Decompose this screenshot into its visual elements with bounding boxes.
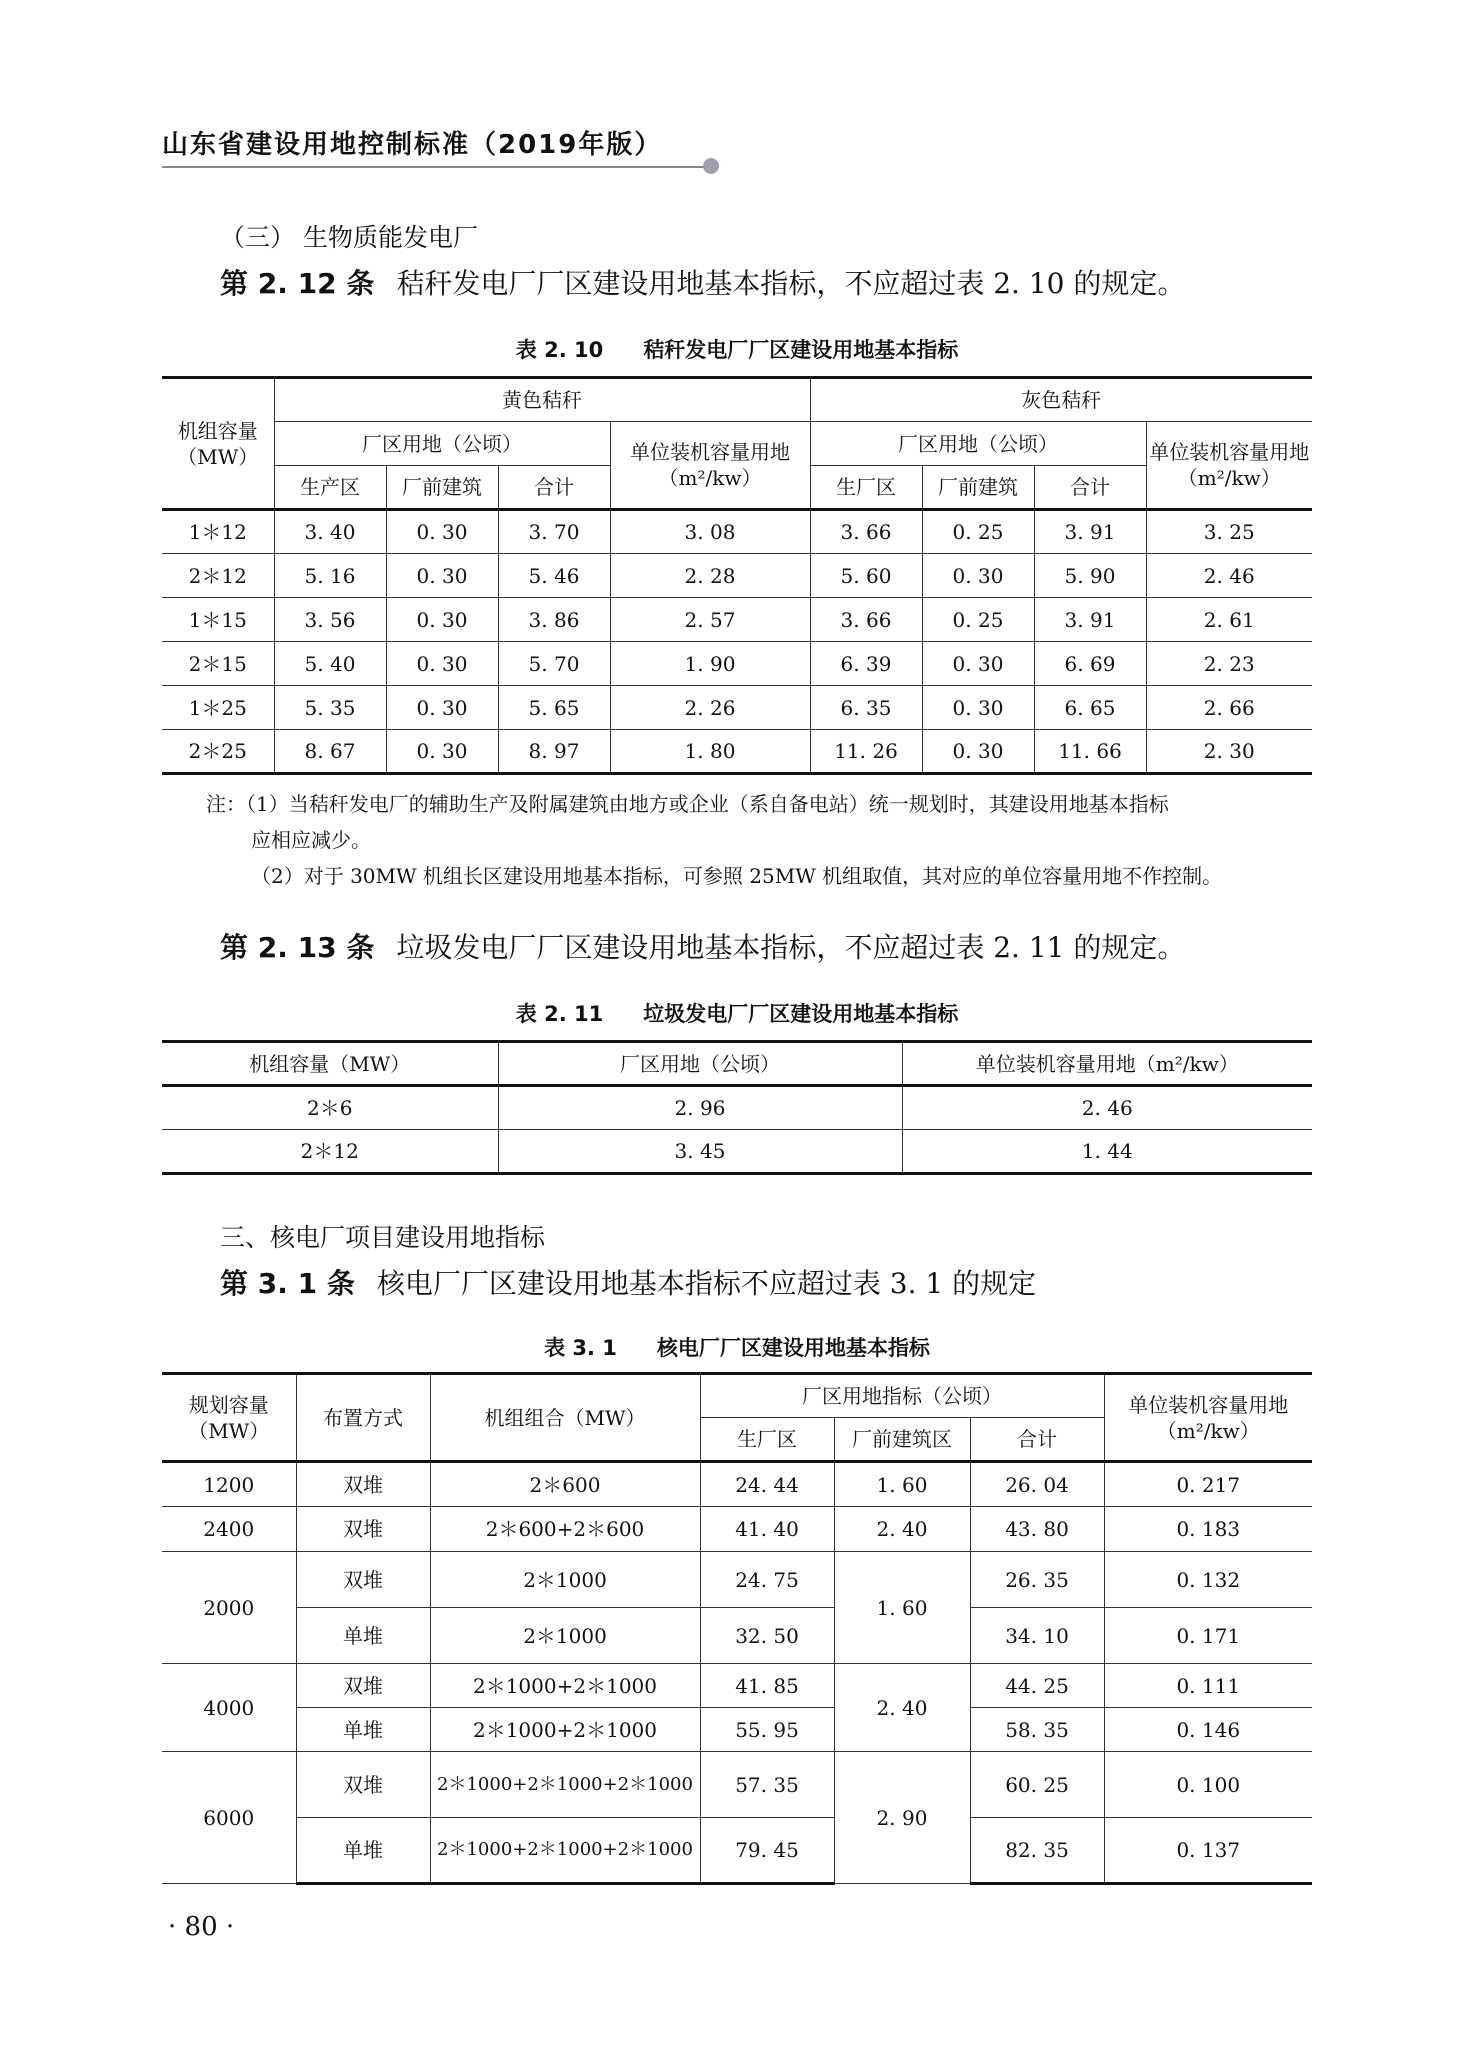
header-front-building: 厂前建筑区 [834, 1418, 970, 1462]
table-cell: 2400 [162, 1507, 296, 1552]
table-cell: 5. 40 [274, 642, 386, 686]
note-1: 注：（1）当秸秆发电厂的辅助生产及附属建筑由地方或企业（系自备电站）统一规划时，其建设用地基本指标 [206, 792, 1169, 816]
table-cell: 0. 30 [386, 510, 498, 554]
table-2-11-waste-power-plant [162, 1040, 1312, 1175]
table-cell: 11. 26 [810, 730, 922, 774]
header-unit-land-yellow: 单位装机容量用地（m²/kw） [610, 422, 810, 510]
table-caption-2-11 [162, 998, 1312, 1028]
table-cell: 3. 56 [274, 598, 386, 642]
table-row [162, 1552, 1312, 1608]
table-cell: 3. 08 [610, 510, 810, 554]
table-cell: 26. 04 [970, 1462, 1104, 1507]
table-cell: 2. 57 [610, 598, 810, 642]
table-2-10-straw-power-plant [162, 376, 1312, 775]
table-cell: 双堆 [296, 1507, 430, 1552]
table-cell: 55. 95 [700, 1708, 834, 1752]
table-cell: 1. 80 [610, 730, 810, 774]
header-front-building-yellow: 厂前建筑 [386, 466, 498, 510]
table-cell: 41. 85 [700, 1664, 834, 1708]
table-cell: 6. 65 [1034, 686, 1146, 730]
table-cell: 3. 70 [498, 510, 610, 554]
table-cell: 1. 60 [834, 1552, 970, 1664]
table-cell: 2＊6 [162, 1086, 498, 1130]
header-dot-ornament [703, 158, 719, 174]
table-cell: 双堆 [296, 1552, 430, 1608]
table-cell: 2＊1000+2＊1000 [430, 1708, 700, 1752]
page-number: · 80 · [168, 1912, 235, 1942]
header-site-land-grey: 厂区用地（公顷） [810, 422, 1146, 466]
table-cell: 2＊600+2＊600 [430, 1507, 700, 1552]
table-cell: 单堆 [296, 1708, 430, 1752]
table-cell: 2. 90 [834, 1752, 970, 1884]
table-cell: 0. 137 [1104, 1818, 1312, 1884]
table-row [162, 1708, 1312, 1752]
table-row [162, 1664, 1312, 1708]
table-cell: 2＊12 [162, 1130, 498, 1174]
header-unit-land: 单位装机容量用地（m²/kw） [1104, 1374, 1312, 1462]
header-total-grey: 合计 [1034, 466, 1146, 510]
table-cell: 2. 23 [1146, 642, 1312, 686]
header-total-yellow: 合计 [498, 466, 610, 510]
note-1-continued: 应相应减少。 [251, 828, 371, 852]
table-caption-number: 表 3. 1 [544, 1336, 617, 1360]
table-row [162, 598, 1312, 642]
table-cell: 34. 10 [970, 1608, 1104, 1664]
table-cell: 0. 25 [922, 598, 1034, 642]
table-cell: 0. 30 [922, 730, 1034, 774]
article-text: 垃圾发电厂厂区建设用地基本指标，不应超过表 2. 11 的规定。 [396, 931, 1186, 964]
table-caption-title: 核电厂厂区建设用地基本指标 [656, 1336, 930, 1360]
table-cell: 2＊12 [162, 554, 274, 598]
article-text: 秸秆发电厂厂区建设用地基本指标，不应超过表 2. 10 的规定。 [396, 267, 1186, 300]
table-cell: 43. 80 [970, 1507, 1104, 1552]
table-cell: 3. 91 [1034, 598, 1146, 642]
table-caption-3-1 [162, 1332, 1312, 1362]
table-cell: 6. 69 [1034, 642, 1146, 686]
table-cell: 0. 146 [1104, 1708, 1312, 1752]
table-cell: 6000 [162, 1752, 296, 1884]
table-cell: 0. 30 [922, 686, 1034, 730]
table-cell: 2＊15 [162, 642, 274, 686]
table-row [162, 1086, 1312, 1130]
table-cell: 5. 90 [1034, 554, 1146, 598]
table-cell: 1200 [162, 1462, 296, 1507]
table-cell: 2. 26 [610, 686, 810, 730]
table-cell: 82. 35 [970, 1818, 1104, 1884]
table-cell: 2. 46 [1146, 554, 1312, 598]
table-cell: 1. 90 [610, 642, 810, 686]
table-cell: 6. 35 [810, 686, 922, 730]
table-cell: 2. 46 [902, 1086, 1312, 1130]
table-cell: 6. 39 [810, 642, 922, 686]
table-cell: 2＊1000+2＊1000+2＊1000 [430, 1752, 700, 1818]
table-cell: 1＊12 [162, 510, 274, 554]
table-cell: 2000 [162, 1552, 296, 1664]
table-cell: 11. 66 [1034, 730, 1146, 774]
table-cell: 0. 30 [922, 554, 1034, 598]
section-heading-nuclear: 三、核电厂项目建设用地指标 [220, 1223, 546, 1252]
table-row [162, 730, 1312, 774]
table-row [162, 554, 1312, 598]
table-cell: 60. 25 [970, 1752, 1104, 1818]
table-cell: 2＊600 [430, 1462, 700, 1507]
table-cell: 26. 35 [970, 1552, 1104, 1608]
article-3-1 [220, 1262, 1036, 1302]
table-cell: 双堆 [296, 1752, 430, 1818]
running-header-title: 山东省建设用地控制标准（2019年版） [162, 130, 663, 160]
table-caption-2-10 [162, 334, 1312, 364]
table-cell: 0. 30 [386, 686, 498, 730]
table-cell: 3. 40 [274, 510, 386, 554]
table-cell: 2. 30 [1146, 730, 1312, 774]
table-cell: 8. 97 [498, 730, 610, 774]
table-row [162, 1608, 1312, 1664]
table-row [162, 1462, 1312, 1507]
table-cell: 5. 46 [498, 554, 610, 598]
header-site-land-index: 厂区用地指标（公顷） [700, 1374, 1104, 1418]
table-row [162, 1507, 1312, 1552]
table-cell: 2. 40 [834, 1507, 970, 1552]
table-caption-title: 秸秆发电厂厂区建设用地基本指标 [643, 338, 959, 362]
header-unit-land-grey: 单位装机容量用地（m²/kw） [1146, 422, 1312, 510]
table-cell: 0. 111 [1104, 1664, 1312, 1708]
header-yellow-straw: 黄色秸秆 [274, 378, 810, 422]
table-row [162, 1752, 1312, 1818]
header-site-land-yellow: 厂区用地（公顷） [274, 422, 610, 466]
header-unit-combination: 机组组合（MW） [430, 1374, 700, 1462]
table-cell: 0. 132 [1104, 1552, 1312, 1608]
table-row [162, 686, 1312, 730]
table-cell: 0. 25 [922, 510, 1034, 554]
header-site-land: 厂区用地（公顷） [498, 1042, 902, 1086]
header-unit-land: 单位装机容量用地（m²/kw） [902, 1042, 1312, 1086]
table-cell: 57. 35 [700, 1752, 834, 1818]
table-cell: 0. 30 [386, 642, 498, 686]
table-cell: 44. 25 [970, 1664, 1104, 1708]
table-cell: 3. 86 [498, 598, 610, 642]
table-cell: 0. 30 [386, 554, 498, 598]
table-cell: 5. 70 [498, 642, 610, 686]
table-cell: 3. 25 [1146, 510, 1312, 554]
table-cell: 41. 40 [700, 1507, 834, 1552]
table-cell: 1. 44 [902, 1130, 1312, 1174]
article-text: 核电厂厂区建设用地基本指标不应超过表 3. 1 的规定 [376, 1267, 1037, 1300]
table-cell: 2. 28 [610, 554, 810, 598]
table-cell: 2＊1000 [430, 1552, 700, 1608]
header-production-grey: 生厂区 [810, 466, 922, 510]
table-cell: 24. 44 [700, 1462, 834, 1507]
table-cell: 4000 [162, 1664, 296, 1752]
table-cell: 单堆 [296, 1818, 430, 1884]
table-cell: 0. 30 [386, 598, 498, 642]
header-capacity: 机组容量（MW） [162, 378, 274, 510]
table-cell: 5. 65 [498, 686, 610, 730]
table-cell: 24. 75 [700, 1552, 834, 1608]
table-cell: 79. 45 [700, 1818, 834, 1884]
table-cell: 2＊1000+2＊1000 [430, 1664, 700, 1708]
table-cell: 5. 60 [810, 554, 922, 598]
table-3-1-nuclear-power-plant [162, 1372, 1312, 1885]
table-row [162, 1818, 1312, 1884]
article-number: 第 3. 1 条 [220, 1267, 355, 1300]
table-cell: 0. 30 [922, 642, 1034, 686]
article-2-13 [220, 926, 1185, 966]
header-rule [162, 166, 710, 168]
table-cell: 2. 96 [498, 1086, 902, 1130]
table-cell: 2＊25 [162, 730, 274, 774]
table-cell: 1. 60 [834, 1462, 970, 1507]
table-row [162, 1130, 1312, 1174]
table-cell: 0. 30 [386, 730, 498, 774]
header-front-building-grey: 厂前建筑 [922, 466, 1034, 510]
table-cell: 32. 50 [700, 1608, 834, 1664]
table-cell: 3. 66 [810, 510, 922, 554]
header-layout: 布置方式 [296, 1374, 430, 1462]
table-cell: 5. 35 [274, 686, 386, 730]
table-cell: 3. 66 [810, 598, 922, 642]
table-cell: 5. 16 [274, 554, 386, 598]
article-number: 第 2. 13 条 [220, 931, 375, 964]
table-cell: 单堆 [296, 1608, 430, 1664]
table-cell: 1＊15 [162, 598, 274, 642]
table-cell: 1＊25 [162, 686, 274, 730]
table-row [162, 642, 1312, 686]
header-production-yellow: 生产区 [274, 466, 386, 510]
table-cell: 3. 45 [498, 1130, 902, 1174]
table-cell: 8. 67 [274, 730, 386, 774]
table-cell: 双堆 [296, 1462, 430, 1507]
article-number: 第 2. 12 条 [220, 267, 375, 300]
table-cell: 2. 40 [834, 1664, 970, 1752]
table-cell: 2. 61 [1146, 598, 1312, 642]
table-cell: 2. 66 [1146, 686, 1312, 730]
table-row [162, 510, 1312, 554]
table-cell: 0. 171 [1104, 1608, 1312, 1664]
table-cell: 0. 183 [1104, 1507, 1312, 1552]
header-planned-capacity: 规划容量（MW） [162, 1374, 296, 1462]
header-production: 生厂区 [700, 1418, 834, 1462]
table-cell: 58. 35 [970, 1708, 1104, 1752]
table-cell: 0. 100 [1104, 1752, 1312, 1818]
table-caption-title: 垃圾发电厂厂区建设用地基本指标 [643, 1002, 959, 1026]
table-caption-number: 表 2. 11 [515, 1002, 604, 1026]
header-total: 合计 [970, 1418, 1104, 1462]
table-cell: 3. 91 [1034, 510, 1146, 554]
table-cell: 双堆 [296, 1664, 430, 1708]
table-2-10-notes [206, 786, 1316, 894]
table-cell: 2＊1000 [430, 1608, 700, 1664]
subsection-heading-biomass: （三） 生物质能发电厂 [220, 223, 478, 252]
header-capacity: 机组容量（MW） [162, 1042, 498, 1086]
table-cell: 2＊1000+2＊1000+2＊1000 [430, 1818, 700, 1884]
table-cell: 0. 217 [1104, 1462, 1312, 1507]
article-2-12 [220, 262, 1185, 302]
header-grey-straw: 灰色秸秆 [810, 378, 1312, 422]
table-caption-number: 表 2. 10 [515, 338, 604, 362]
note-2: （2）对于 30MW 机组长区建设用地基本指标，可参照 25MW 机组取值，其对应的单位容量用地不作控制。 [251, 864, 1223, 888]
